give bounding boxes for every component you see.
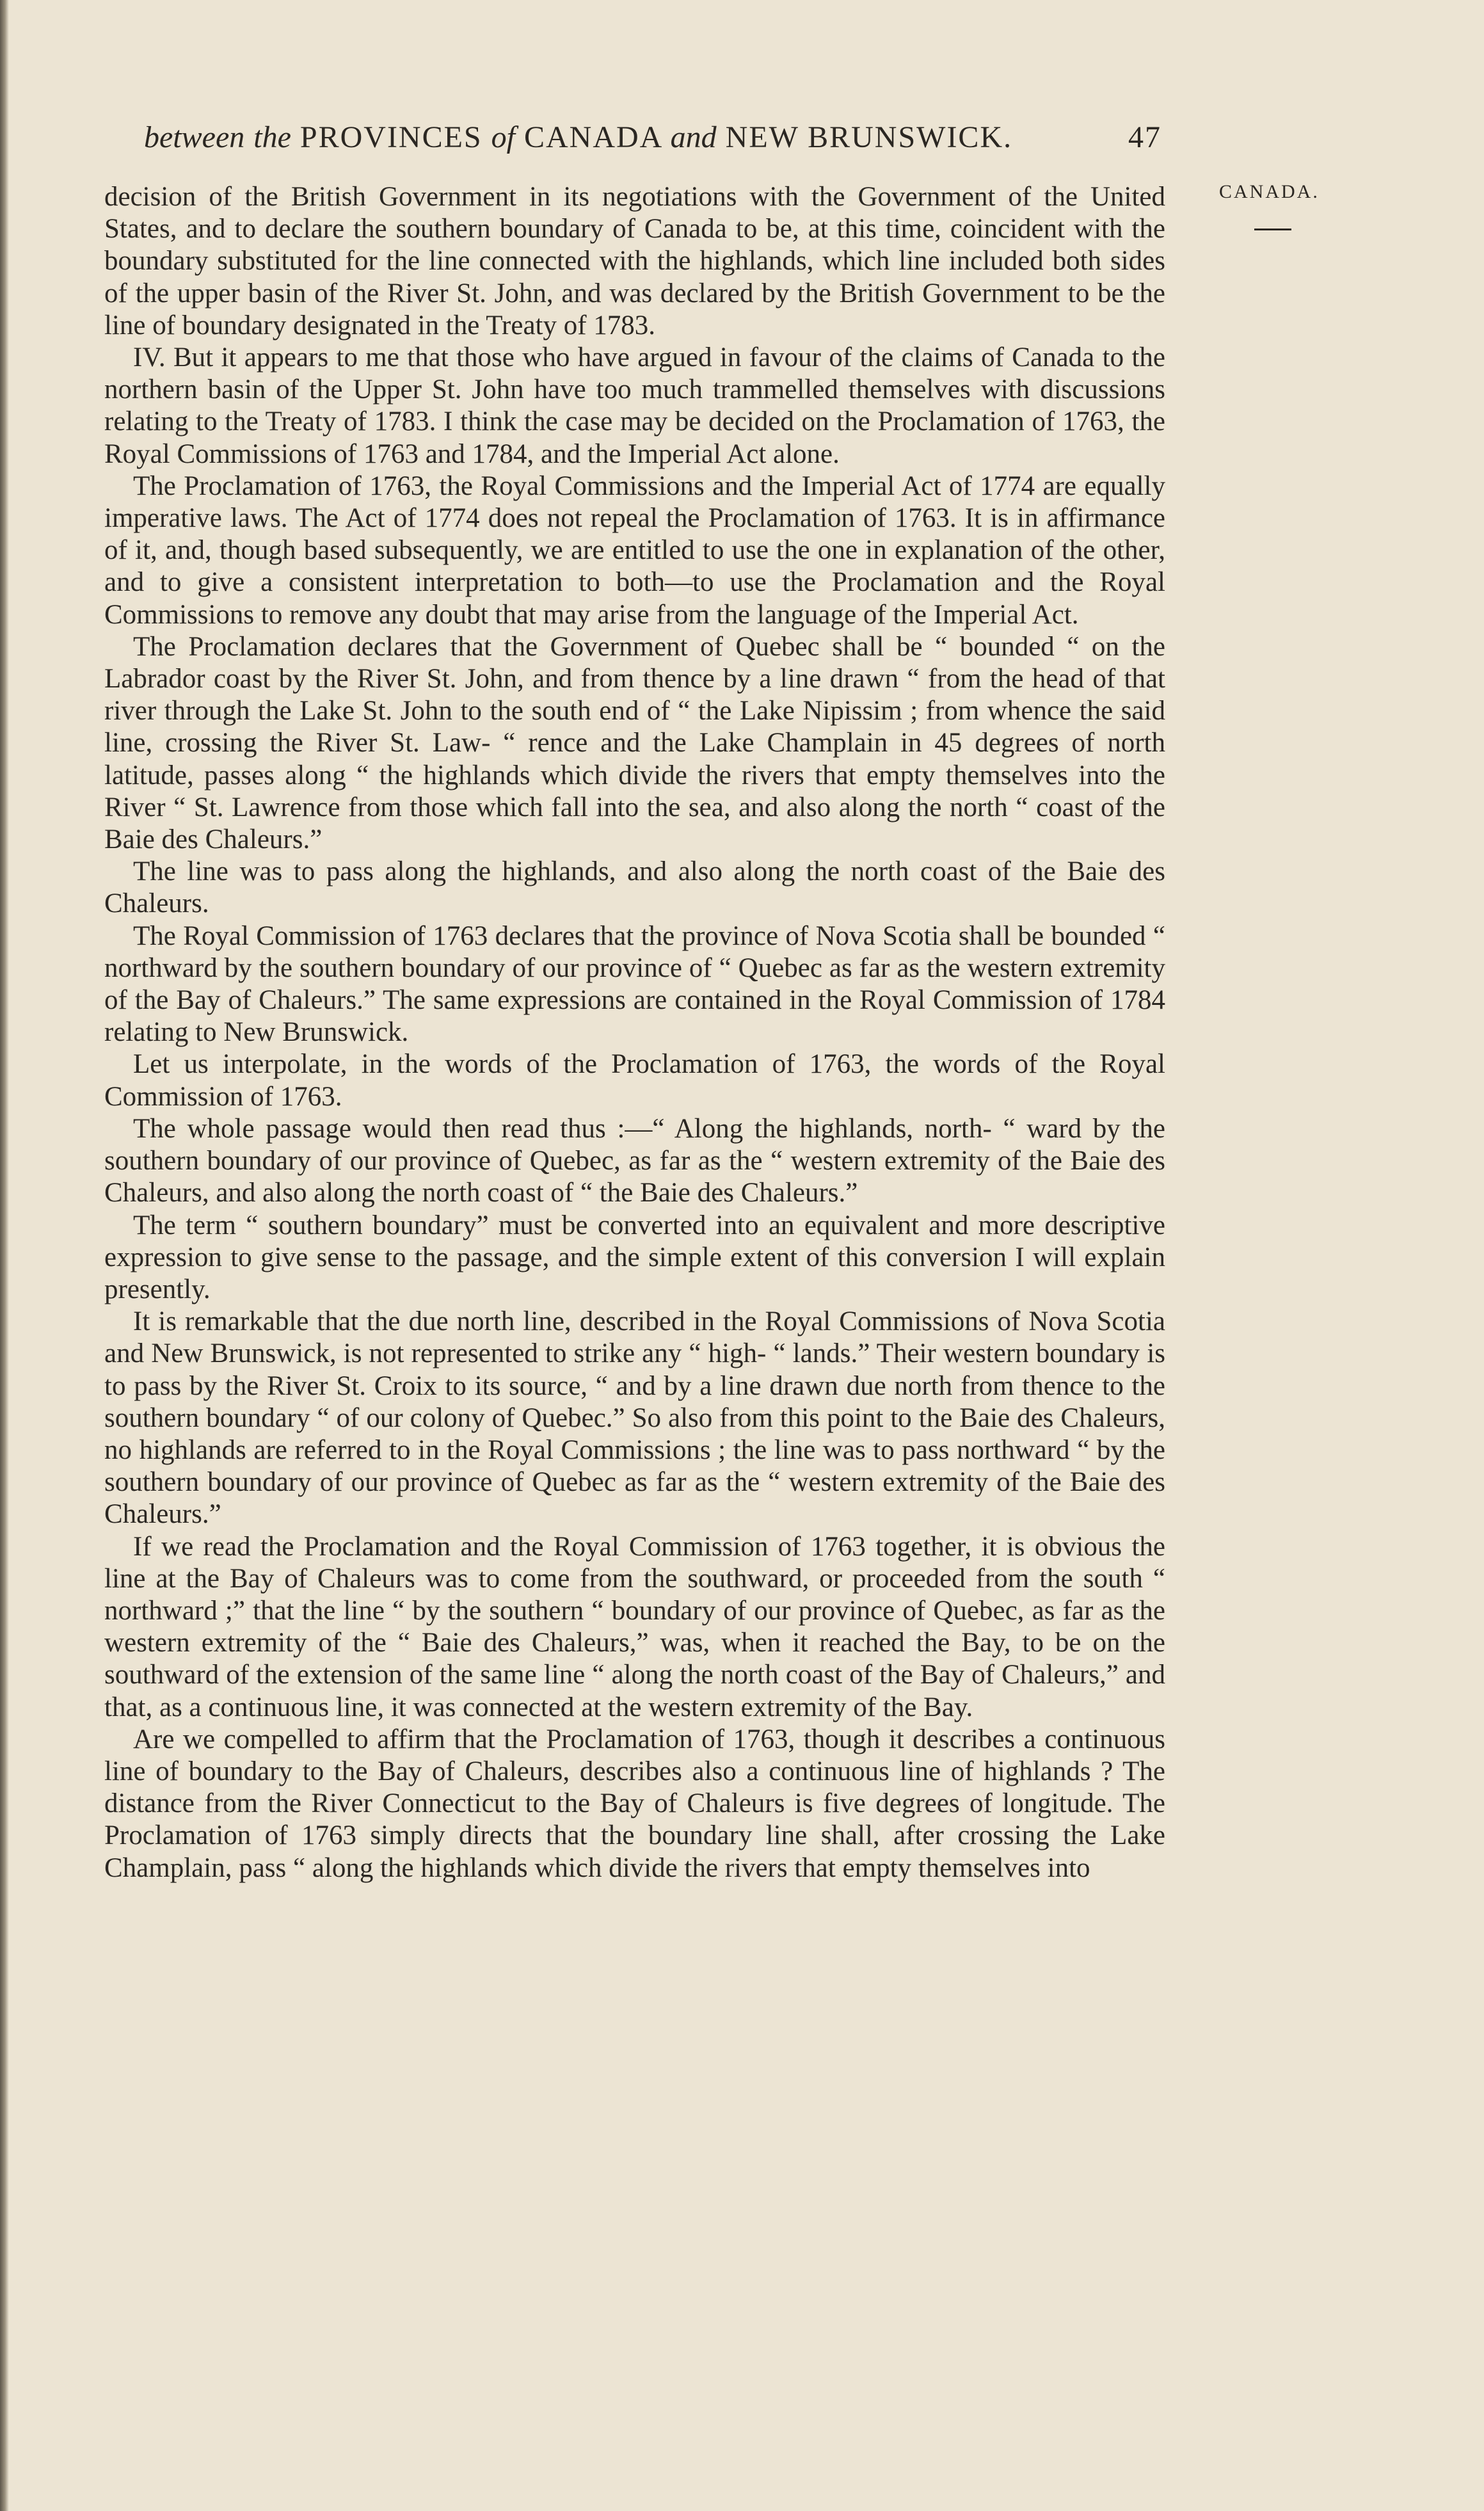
margin-note-canada: CANADA.: [1219, 181, 1320, 202]
paragraph: Are we compelled to affirm that the Proclamation of 1763, though it describes a continuous line of boundary to the Bay of Chaleurs, describes also a continuous line of highlands ? The distance from the River Connecticut to the Bay of Chaleurs is five degrees of longitude. The Proclamation of 1763 simply directs that the boundary line shall, after crossing the Lake Champlain, pass “ along the highlands which divide the rivers that empty themselves into: [104, 1724, 1165, 1883]
paragraph: The Proclamation declares that the Government of Quebec shall be “ bounded “ on the Labrador coast by the River St. John, and from thence by a line drawn “ from the head of that river through the Lake St. John to the south end of “ the Lake Nipissim ; from whence the said line, crossing the River St. Law- “ rence and the Lake Champlain in 45 degrees of north latitude, passes along “ the highlands which divide the rivers that empty themselves into the River “ St. Lawrence from those which fall into the sea, and also along the north “ coast of the Baie des Chaleurs.”: [104, 631, 1165, 855]
header-word-new-brunswick: NEW BRUNSWICK.: [725, 120, 1013, 154]
paragraph: It is remarkable that the due north line, described in the Royal Commissions of Nova Scotia and New Brunswick, is not represented to strike any “ high- “ lands.” Their western boundary is to pass by the River St. Croix to its source, “ and by a line drawn due north from thence to the southern boundary “ of our colony of Quebec.” So also from this point to the Baie des Chaleurs, no highlands are referred to in the Royal Commissions ; the line was to pass northward “ by the southern boundary of our province of Quebec as far as the “ western extremity of the Baie des Chaleurs.”: [104, 1306, 1165, 1530]
body-text: [104, 181, 1165, 1884]
paragraph: The whole passage would then read thus :—“ Along the highlands, north- “ ward by the southern boundary of our province of Quebec, as far as the “ western extremity of the Baie des Chaleurs, and also along the north coast of “ the Baie des Chaleurs.”: [104, 1113, 1165, 1208]
paragraph: IV. But it appears to me that those who have argued in favour of the claims of Canada to the northern basin of the Upper St. John have too much trammelled themselves with discussions relating to the Treaty of 1783. I think the case may be decided on the Proclamation of 1763, the Royal Commissions of 1763 and 1784, and the Imperial Act alone.: [104, 342, 1165, 469]
paragraph: The Proclamation of 1763, the Royal Commissions and the Imperial Act of 1774 are equally imperative laws. The Act of 1774 does not repeal the Proclamation of 1763. It is in affirmance of it, and, though based subsequently, we are entitled to use the one in explanation of the other, and to give a consistent interpretation to both—to use the Proclamation and the Royal Commissions to remove any doubt that may arise from the language of the Imperial Act.: [104, 470, 1165, 630]
header-word-provinces: PROVINCES: [299, 120, 483, 154]
margin-note-rule: [1254, 229, 1291, 230]
paragraph: The line was to pass along the highlands, and also along the north coast of the Baie des Chaleurs.: [104, 856, 1165, 919]
paragraph: Let us interpolate, in the words of the Proclamation of 1763, the words of the Royal Commission of 1763.: [104, 1049, 1165, 1112]
header-word-the: the: [253, 120, 291, 154]
header-word-and: and: [670, 120, 717, 154]
running-header: [144, 112, 1161, 163]
header-word-canada: CANADA: [523, 120, 662, 154]
paragraph: The Royal Commission of 1763 declares that the province of Nova Scotia shall be bounded “ northward by the southern boundary of our province of “ Quebec as far as the western extremity of the Bay of Chaleurs.” The same expressions are contained in the Royal Commission of 1784 relating to New Brunswick.: [104, 920, 1165, 1048]
paragraph: The term “ southern boundary” must be converted into an equivalent and more descriptive expression to give sense to the passage, and the simple extent of this conversion I will explain presently.: [104, 1210, 1165, 1304]
page-gutter-shadow: [0, 0, 9, 2511]
paragraph: If we read the Proclamation and the Royal Commission of 1763 together, it is obvious the line at the Bay of Chaleurs was to come from the southward, or proceeded from the south “ northward ;” that the line “ by the southern “ boundary of our province of Quebec, as far as the western extremity of the “ Baie des Chaleurs,” was, when it reached the Bay, to be on the southward of the extension of the same line “ along the north coast of the Bay of Chaleurs,” and that, as a continuous line, it was connected at the western extremity of the Bay.: [104, 1531, 1165, 1722]
header-word-of: of: [491, 120, 515, 154]
header-word-between: between: [144, 120, 245, 154]
page-number: 47: [1128, 120, 1161, 154]
paragraph: decision of the British Government in its negotiations with the Government of the United States, and to declare the southern boundary of Canada to be, at this time, coincident with the boundary substituted for the line connected with the highlands, which line included both sides of the upper basin of the River St. John, and was declared by the British Government to be the line of boundary designated in the Treaty of 1783.: [104, 182, 1165, 341]
